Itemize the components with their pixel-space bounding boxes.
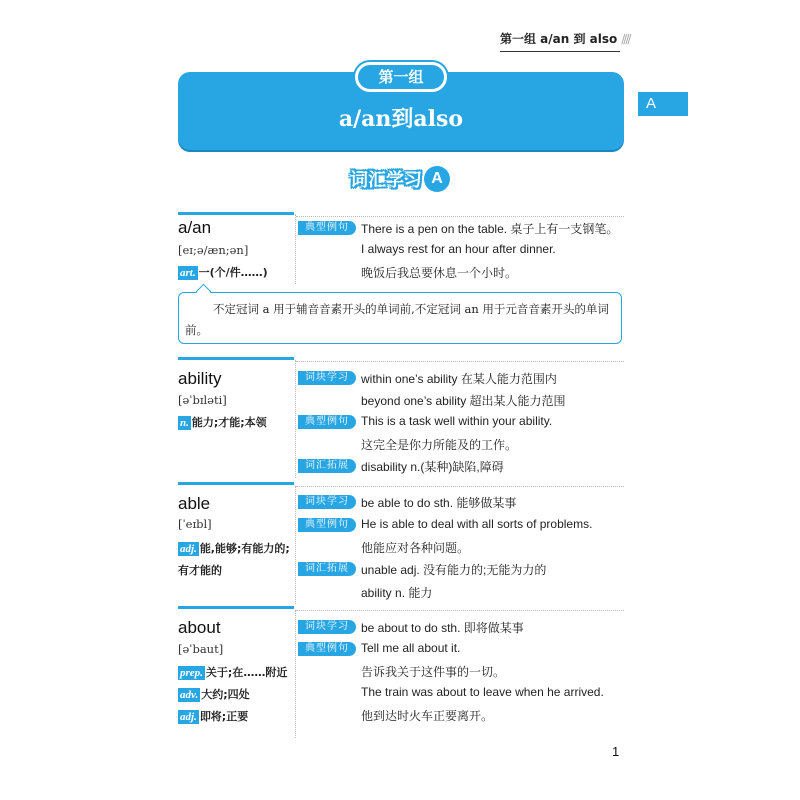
example-line: There is a pen on the table. 桌子上有一支钢笔。 bbox=[361, 222, 619, 236]
pos-line bbox=[178, 540, 290, 556]
column-divider bbox=[295, 214, 296, 284]
pos-tag: art. bbox=[180, 267, 196, 279]
usage-note-box bbox=[178, 292, 622, 344]
label-chunk: 词块学习 bbox=[298, 495, 356, 509]
section-title: 词汇学习 bbox=[350, 170, 422, 191]
example-line: 他到达时火车正要离开。 bbox=[361, 709, 494, 723]
column-divider bbox=[295, 360, 296, 478]
running-head-decoration: //// bbox=[621, 32, 630, 46]
label-expand: 词汇拓展 bbox=[298, 459, 356, 473]
entry-rule-dotted bbox=[296, 610, 624, 611]
example-line: He is able to deal with all sorts of problems. bbox=[361, 517, 593, 531]
headword-able: able bbox=[178, 494, 211, 513]
column-divider bbox=[295, 610, 296, 738]
pos-line bbox=[178, 708, 248, 724]
pos-meaning: 能力;才能;本领 bbox=[191, 416, 267, 429]
pos-meaning: 大约;四处 bbox=[201, 688, 250, 701]
chunk-line: be about to do sth. 即将做某事 bbox=[361, 621, 524, 635]
entry-rule bbox=[178, 606, 294, 609]
expand-line: disability n.(某种)缺陷,障碍 bbox=[361, 460, 504, 474]
letter-tab[interactable]: A bbox=[638, 92, 688, 116]
label-example: 典型例句 bbox=[298, 415, 356, 429]
headword-ability: ability bbox=[178, 369, 222, 388]
chunk-line: beyond one’s ability 超出某人能力范围 bbox=[361, 394, 566, 408]
running-head-text: 第一组 a/an 到 also bbox=[500, 32, 618, 46]
pos-line bbox=[178, 686, 250, 702]
label-example: 典型例句 bbox=[298, 221, 356, 235]
pos-meaning: 即将;正要 bbox=[199, 710, 249, 723]
pos-tag: adv. bbox=[180, 689, 199, 701]
banner-title: a/an到also bbox=[338, 106, 464, 132]
phonetic-about: [əˈbaut] bbox=[178, 642, 224, 656]
example-line: 告诉我关于这件事的一切。 bbox=[361, 665, 506, 679]
group-pill: 第一组 bbox=[355, 62, 447, 92]
example-line: This is a task well within your ability. bbox=[361, 414, 553, 428]
section-badge: A bbox=[424, 166, 450, 192]
expand-line: ability n. 能力 bbox=[361, 586, 433, 600]
pos-meaning-continued: 有才能的 bbox=[178, 564, 222, 577]
example-line: Tell me all about it. bbox=[361, 641, 461, 655]
example-line: 这完全是你力所能及的工作。 bbox=[361, 438, 518, 452]
pos-meaning: 一(个/件……) bbox=[198, 266, 268, 279]
chunk-line: be able to do sth. 能够做某事 bbox=[361, 496, 517, 510]
expand-line: unable adj. 没有能力的;无能为力的 bbox=[361, 563, 547, 577]
headword-a-an: a/an bbox=[178, 218, 212, 237]
headword-about: about bbox=[178, 618, 221, 637]
column-divider bbox=[295, 486, 296, 604]
entry-rule bbox=[178, 212, 294, 215]
entry-rule bbox=[178, 482, 294, 485]
pos-meaning: 能,能够;有能力的; bbox=[199, 542, 290, 555]
label-expand: 词汇拓展 bbox=[298, 562, 356, 576]
label-example: 典型例句 bbox=[298, 518, 356, 532]
pos-line bbox=[178, 264, 268, 280]
entry-rule-dotted bbox=[296, 486, 624, 487]
entry-rule-dotted bbox=[296, 361, 624, 362]
chunk-line: within one’s ability 在某人能力范围内 bbox=[361, 372, 557, 386]
phonetic-ability: [əˈbɪləti] bbox=[178, 393, 227, 407]
pos-tag: adj. bbox=[180, 711, 197, 723]
phonetic-a-an: [eɪ;ə/æn;ən] bbox=[178, 243, 249, 257]
page-number: 1 bbox=[612, 744, 620, 759]
pos-tag: prep. bbox=[180, 667, 203, 679]
section-heading bbox=[340, 166, 460, 194]
label-chunk: 词块学习 bbox=[298, 371, 356, 385]
pos-tag: adj. bbox=[180, 543, 197, 555]
usage-note-text: 不定冠词 a 用于辅音音素开头的单词前,不定冠词 an 用于元音音素开头的单词前。 bbox=[185, 302, 609, 337]
example-line: 他能应对各种问题。 bbox=[361, 541, 470, 555]
pos-line bbox=[178, 664, 287, 680]
running-head bbox=[500, 30, 630, 52]
pos-meaning: 关于;在……附近 bbox=[205, 666, 288, 679]
pos-tag: n. bbox=[180, 417, 189, 429]
example-line: The train was about to leave when he arrived. bbox=[361, 685, 604, 699]
label-example: 典型例句 bbox=[298, 642, 356, 656]
phonetic-able: [ˈeɪbl] bbox=[178, 517, 212, 531]
label-chunk: 词块学习 bbox=[298, 620, 356, 634]
pos-line bbox=[178, 414, 267, 430]
entry-rule bbox=[178, 357, 294, 360]
example-line: 晚饭后我总要休息一个小时。 bbox=[361, 266, 518, 280]
example-line: I always rest for an hour after dinner. bbox=[361, 242, 556, 256]
entry-rule-dotted bbox=[296, 216, 624, 217]
